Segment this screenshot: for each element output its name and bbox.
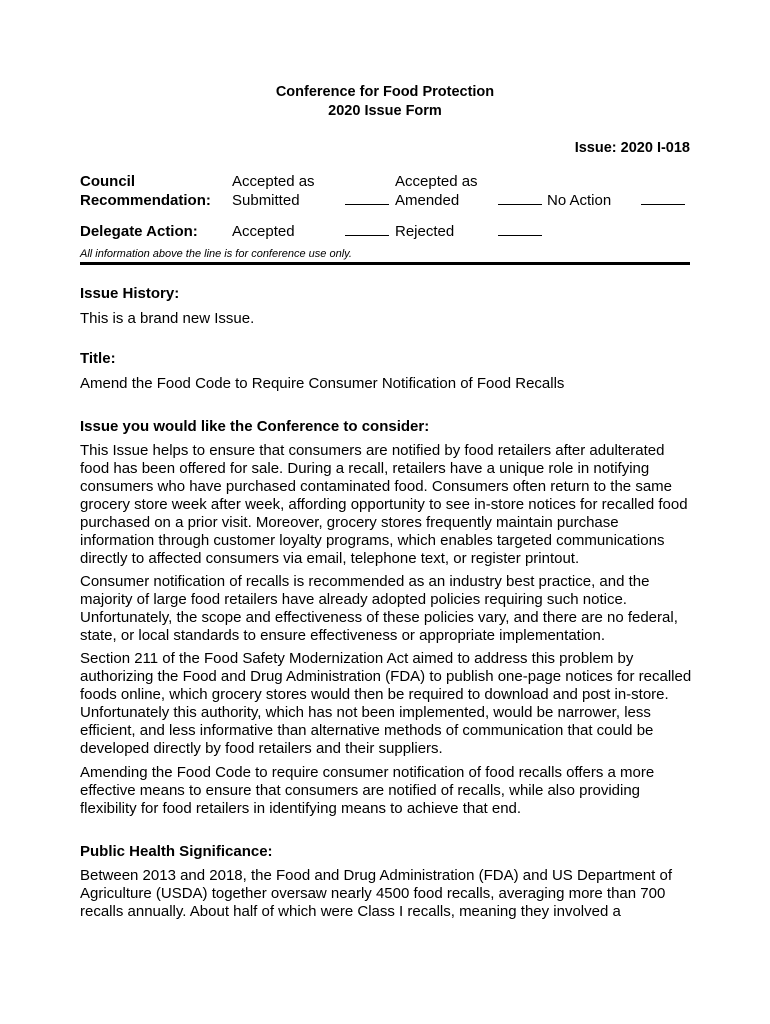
delegate-opt2: Rejected bbox=[395, 223, 455, 240]
consider-paragraph-1: This Issue helps to ensure that consumers are notified by food retailers after adulterated food has been offered for sale. During a recall, retailers have a unique role in notifying consumers who have purchased contaminated food. Consumers often return to the same grocery store week after week, affording opportunity to see in-store notices for recalled food purchased on a prior visit. Moreover, grocery stores frequently maintain purchase information through customer loyalty programs, which enables targeted communications directly to affected consumers via email, telephone text, or register printout. bbox=[80, 442, 688, 567]
title-text: Amend the Food Code to Require Consumer Notification of Food Recalls bbox=[80, 375, 565, 392]
delegate-opt2-blank[interactable] bbox=[498, 223, 542, 240]
delegate-opt1-blank[interactable] bbox=[345, 223, 389, 240]
council-label-line2: Recommendation: bbox=[80, 192, 211, 209]
issue-history-text: This is a brand new Issue. bbox=[80, 310, 255, 327]
council-opt1-blank[interactable] bbox=[345, 192, 389, 209]
council-opt3: No Action bbox=[547, 192, 612, 209]
council-label-line1: Council bbox=[80, 173, 135, 190]
delegate-label: Delegate Action: bbox=[80, 223, 198, 240]
issue-number: Issue: 2020 I-018 bbox=[574, 140, 690, 156]
public-health-text: Between 2013 and 2018, the Food and Drug Administration (FDA) and US Department of Agriculture (USDA) together oversaw nearly 4500 food recalls, averaging more than 700 recalls annually. About half of which were Class I recalls, meaning they involved a bbox=[80, 867, 673, 920]
issue-history-heading: Issue History: bbox=[80, 285, 180, 302]
council-opt2-blank[interactable] bbox=[498, 192, 542, 209]
consider-heading: Issue you would like the Conference to consider: bbox=[80, 418, 430, 435]
conference-use-note: All information above the line is for conference use only. bbox=[80, 248, 352, 260]
council-opt1-line2: Submitted bbox=[232, 192, 300, 209]
form-title: Conference for Food Protection bbox=[275, 84, 495, 100]
council-opt2-line2: Amended bbox=[395, 192, 460, 209]
title-heading: Title: bbox=[80, 350, 116, 367]
form-subtitle: 2020 Issue Form bbox=[328, 103, 442, 119]
consider-paragraph-4: Amending the Food Code to require consumer notification of food recalls offers a more effective means to ensure that consumers are notified of recalls, while also providing flexibility for food retailers in identifying means to achieve that end. bbox=[80, 764, 655, 817]
delegate-opt1: Accepted bbox=[232, 223, 295, 240]
council-opt1-line1: Accepted as bbox=[232, 173, 315, 190]
council-opt2-line1: Accepted as bbox=[395, 173, 478, 190]
public-health-heading: Public Health Significance: bbox=[80, 843, 273, 860]
consider-paragraph-3: Section 211 of the Food Safety Modernization Act aimed to address this problem by authorizing the Food and Drug Administration (FDA) to publish one-page notices for recalled foods online, which grocery stores would then be required to download and post in-store. Unfortunately this authority, which has not been implemented, would be narrower, less efficient, and less informative than alternative methods of communication that could be developed directly by food retailers and their suppliers. bbox=[80, 650, 692, 757]
consider-paragraph-2: Consumer notification of recalls is recommended as an industry best practice, and the majority of large food retailers have already adopted policies requiring such notice. Unfortunately, the scope and effectiveness of these policies vary, and there are no federal, state, or local standards to ensure effectiveness or appropriate implementation. bbox=[80, 573, 678, 644]
council-opt3-blank[interactable] bbox=[641, 192, 685, 209]
divider-rule bbox=[80, 262, 690, 265]
